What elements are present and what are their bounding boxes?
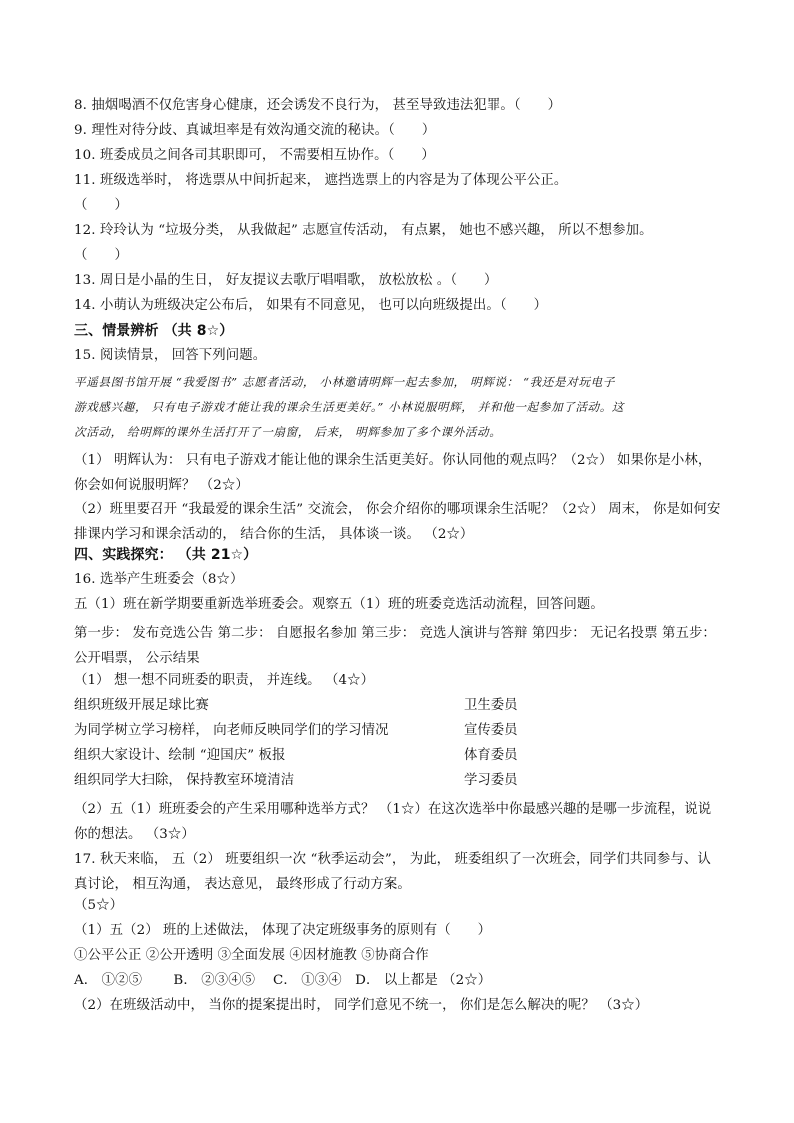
match-right-item: 体育委员 — [464, 748, 518, 763]
question-16-title: 16. 选举产生班委会（8☆） — [74, 572, 244, 587]
question-8: 8. 抽烟喝酒不仅危害身心健康，还会诱发不良行为， 甚至导致违法犯罪。（ ） — [74, 98, 562, 113]
question-12: 12. 玲玲认为 “垃圾分类， 从我做起” 志愿宣传活动， 有点累， 她也不感兴趣， 所以不想参加。 — [74, 223, 653, 238]
match-left-item: 组织大家设计、绘制 “迎国庆” 板报 — [74, 748, 286, 763]
match-right-item: 宣传委员 — [464, 723, 518, 738]
question-17-stem: 17. 秋天来临， 五（2） 班要组织一次 “秋季运动会”， 为此， 班委组织了一次班会，同学们共同参与、认真讨论， 相互沟通， 表达意见， 最终形成了行动方案。 — [74, 852, 711, 892]
question-11-blank: （ ） — [74, 198, 128, 213]
question-17-choices: A． ①②⑤ B． ②③④⑤ C． ①③④ D． 以上都是 （2☆） — [74, 973, 492, 988]
question-17-part-2: （2）在班级活动中， 当你的提案提出时， 同学们意见不统一， 你们是怎么解决的呢？ （3☆） — [74, 998, 649, 1013]
match-left-item: 为同学树立学习榜样， 向老师反映同学们的学习情况 — [74, 723, 389, 738]
question-15-stem: 15. 阅读情景， 回答下列问题。 — [74, 348, 267, 363]
match-right-item: 学习委员 — [464, 773, 518, 788]
question-17-score: （5☆） — [74, 898, 124, 913]
match-left-item: 组织同学大扫除， 保持教室环境清洁 — [74, 773, 295, 788]
question-15-part-2: （2）班里要召开 “我最爱的课余生活” 交流会， 你会介绍你的哪项课余生活呢？（2☆） 周末， 你是如何安排课内学习和课余活动的， 结合你的生活， 具体谈一谈。 （2☆） — [74, 502, 721, 542]
section-4-title: 四、实践探究： （共 21☆） — [74, 547, 258, 563]
question-15-story-line-2: 游戏感兴趣， 只有电子游戏才能让我的课余生活更美好。” 小林说服明辉， 并和他一起参加了活动。这 — [74, 400, 625, 414]
question-16-part-2: （2）五（1）班班委会的产生采用哪种选举方式？ （1☆）在这次选举中你最感兴趣的是哪一步流程，说说你的想法。 （3☆） — [74, 802, 712, 842]
question-15-part-1: （1） 明辉认为： 只有电子游戏才能让他的课余生活更美好。你认同他的观点吗？（2☆） 如果你是小林， 你会如何说服明辉？ （2☆） — [74, 453, 712, 493]
question-15-story-line-1: 平遥县图书馆开展 “我爱图书” 志愿者活动， 小林邀请明辉一起去参加， 明辉说： “我还是对玩电子 — [74, 375, 615, 389]
question-13: 13. 周日是小晶的生日， 好友提议去歌厅唱唱歌， 放松放松 。（ ） — [74, 273, 498, 288]
section-3-title: 三、情景辨析 （共 8☆） — [74, 323, 234, 339]
question-12-blank: （ ） — [74, 248, 128, 263]
question-16-intro: 五（1）班在新学期要重新选举班委会。观察五（1）班的班委竞选活动流程，回答问题。 — [74, 597, 604, 612]
question-11: 11. 班级选举时， 将选票从中间折起来， 遮挡选票上的内容是为了体现公平公正。 — [74, 173, 568, 188]
match-right-item: 卫生委员 — [464, 698, 518, 713]
question-10: 10. 班委成员之间各司其职即可， 不需要相互协作。（ ） — [74, 148, 435, 163]
question-16-steps: 第一步： 发布竞选公告 第二步： 自愿报名参加 第三步： 竞选人演讲与答辩 第四步： 无记名投票 第五步： 公开唱票， 公示结果 — [74, 626, 716, 666]
question-9: 9. 理性对待分歧、真诚坦率是有效沟通交流的秘诀。（ ） — [74, 123, 436, 138]
question-17-part-1: （1）五（2） 班的上述做法， 体现了决定班级事务的原则有（ ） — [74, 923, 492, 938]
match-left-item: 组织班级开展足球比赛 — [74, 698, 209, 713]
question-17-options: ①公平公正 ②公开透明 ③全面发展 ④因材施教 ⑤协商合作 — [74, 948, 429, 963]
question-14: 14. 小萌认为班级决定公布后， 如果有不同意见， 也可以向班级提出。（ ） — [74, 298, 548, 313]
question-15-story-line-3: 次活动， 给明辉的课外生活打开了一扇窗， 后来， 明辉参加了多个课外活动。 — [74, 425, 502, 439]
question-16-part-1: （1） 想一想不同班委的职责， 并连线。 （4☆） — [74, 673, 375, 688]
